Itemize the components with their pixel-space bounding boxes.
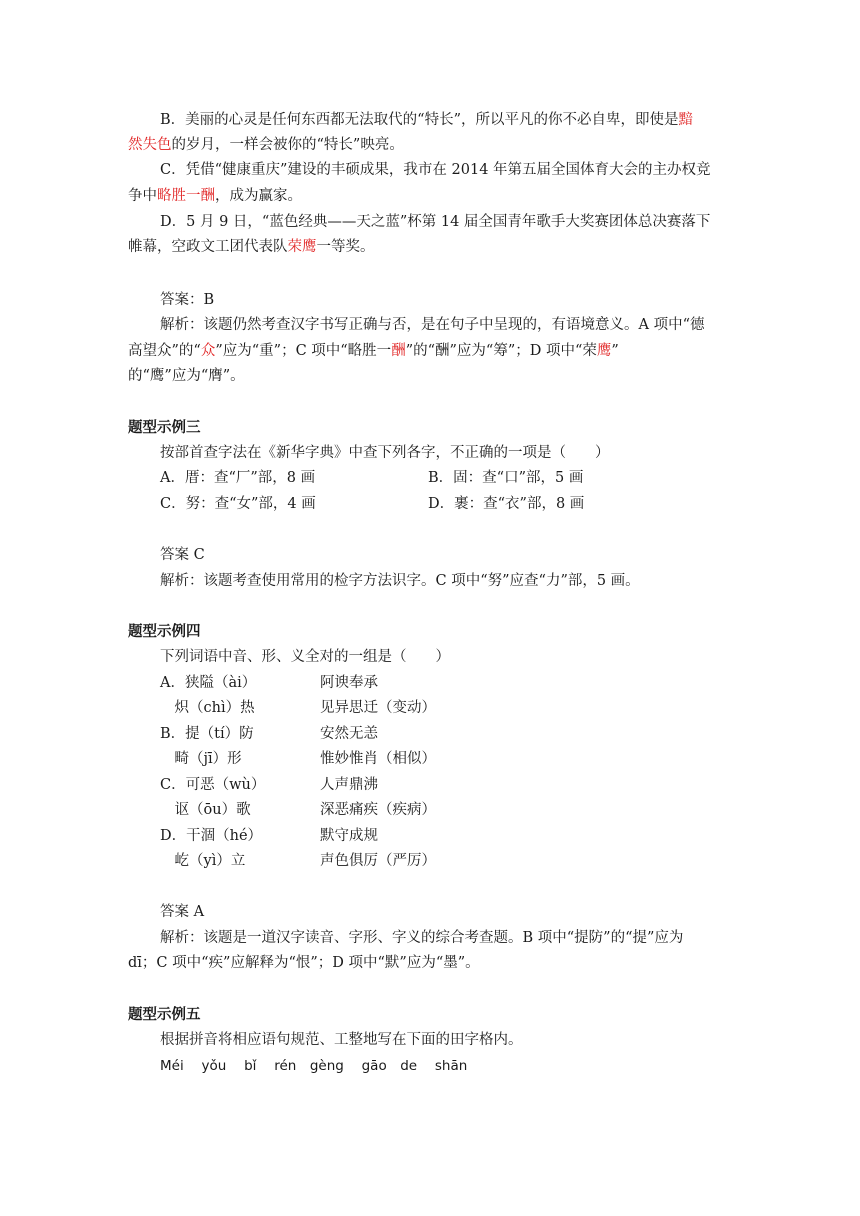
option-c-line2 [128,186,302,206]
ex4-row-left: 畸（jī）形 [160,751,242,767]
section-title-4: 题型示例四 [128,624,201,640]
section-title-5: 题型示例五 [128,1007,201,1023]
explanation-prev-line1: 解析：该题仍然考查汉字书写正确与否，是在句子中呈现的，有语境意义。A 项中“德 [160,317,705,333]
ex4-row-left: B．提（tí）防 [160,726,254,742]
explanation-4-line1: 解析：该题是一道汉字读音、字形、字义的综合考查题。B 项中“提防”的“提”应为 [160,930,684,946]
ex4-row-right: 声色俱厉（严厉） [320,853,436,869]
option-d-line2 [128,237,375,257]
explanation-3: 解析：该题考查使用常用的检字方法识字。C 项中“努”应查“力”部，5 画。 [160,573,640,589]
option-d-text-cont: 一等奖。 [316,239,375,255]
option-b-line2 [128,135,404,155]
question-5: 根据拼音将相应语句规范、工整地写在下面的田字格内。 [160,1032,523,1048]
highlighted-word: 然失色 [128,137,172,153]
highlighted-word: 荣鹰 [287,239,317,255]
ex4-row-right: 深恶痛疾（疾病） [320,802,436,818]
exp-text: ”应为“重”；C 项中“略胜一 [215,343,392,359]
question-3: 按部首查字法在《新华字典》中查下列各字，不正确的一项是（ ） [160,445,610,461]
highlighted-word: 略胜一酬 [157,188,215,204]
option-d-line1: D．5 月 9 日，“蓝色经典——天之蓝”杯第 14 届全国青年歌手大奖赛团体总决赛落下 [160,214,711,230]
option-c-text-cont: ，成为赢家。 [215,188,302,204]
answer-4: 答案 A [160,904,205,920]
ex3-option-c: C．努：查“女”部，4 画 [160,496,316,512]
pinyin-line: Méi yǒu bǐ rén gèng gāo de shān [160,1058,468,1074]
ex4-row-left: C．可恶（wù） [160,777,266,793]
ex4-row-left: 屹（yì）立 [160,853,246,869]
section-title-3: 题型示例三 [128,420,201,436]
ex4-row-right: 阿谀奉承 [320,675,378,691]
question-4: 下列词语中音、形、义全对的一组是（ ） [160,649,450,665]
exp-text: ”的“酬”应为“筹”；D 项中“荣 [405,343,597,359]
ex4-row-right: 惟妙惟肖（相似） [320,751,436,767]
option-b-text: B．美丽的心灵是任何东西都无法取代的“特长”，所以平凡的你不必自卑，即使是 [160,112,679,128]
ex4-row-right: 默守成规 [320,828,378,844]
ex4-row-left: 讴（ōu）歌 [160,802,251,818]
highlighted-char: 黯 [678,112,693,128]
highlighted-char: 酬 [391,343,406,359]
option-c-text: 争中 [128,188,157,204]
ex3-option-a: A．厝：查“厂”部，8 画 [160,470,316,486]
highlighted-char: 鹰 [596,343,612,359]
explanation-prev-line2 [128,341,619,361]
explanation-prev-line3: 的“鹰”应为“膺”。 [128,368,245,384]
ex4-row-right: 见异思迁（变动） [320,700,436,716]
exp-text: 高望众”的“ [128,343,201,359]
exp-text: ” [611,343,619,359]
ex4-row-right: 人声鼎沸 [320,777,378,793]
option-d-text: 帷幕，空政文工团代表队 [128,239,288,255]
ex4-row-right: 安然无恙 [320,726,378,742]
ex4-row-left: A．狭隘（ài） [160,675,257,691]
ex3-option-b: B．固：查“口”部，5 画 [428,470,584,486]
option-b-text-cont: 的岁月，一样会被你的“特长”映亮。 [171,137,404,153]
ex3-option-d: D．裹：查“衣”部，8 画 [428,496,585,512]
highlighted-char: 众 [200,343,216,359]
ex4-row-left: D．干涸（hé） [160,828,263,844]
answer-3: 答案 C [160,547,205,563]
explanation-4-line2: dī；C 项中“疾”应解释为“恨”；D 项中“默”应为“墨”。 [128,955,480,971]
option-b-line1 [160,110,693,130]
option-c-line1: C．凭借“健康重庆”建设的丰硕成果，我市在 2014 年第五届全国体育大会的主办权竞 [160,162,711,178]
answer-prev: 答案：B [160,292,215,308]
ex4-row-left: 炽（chì）热 [160,700,255,716]
